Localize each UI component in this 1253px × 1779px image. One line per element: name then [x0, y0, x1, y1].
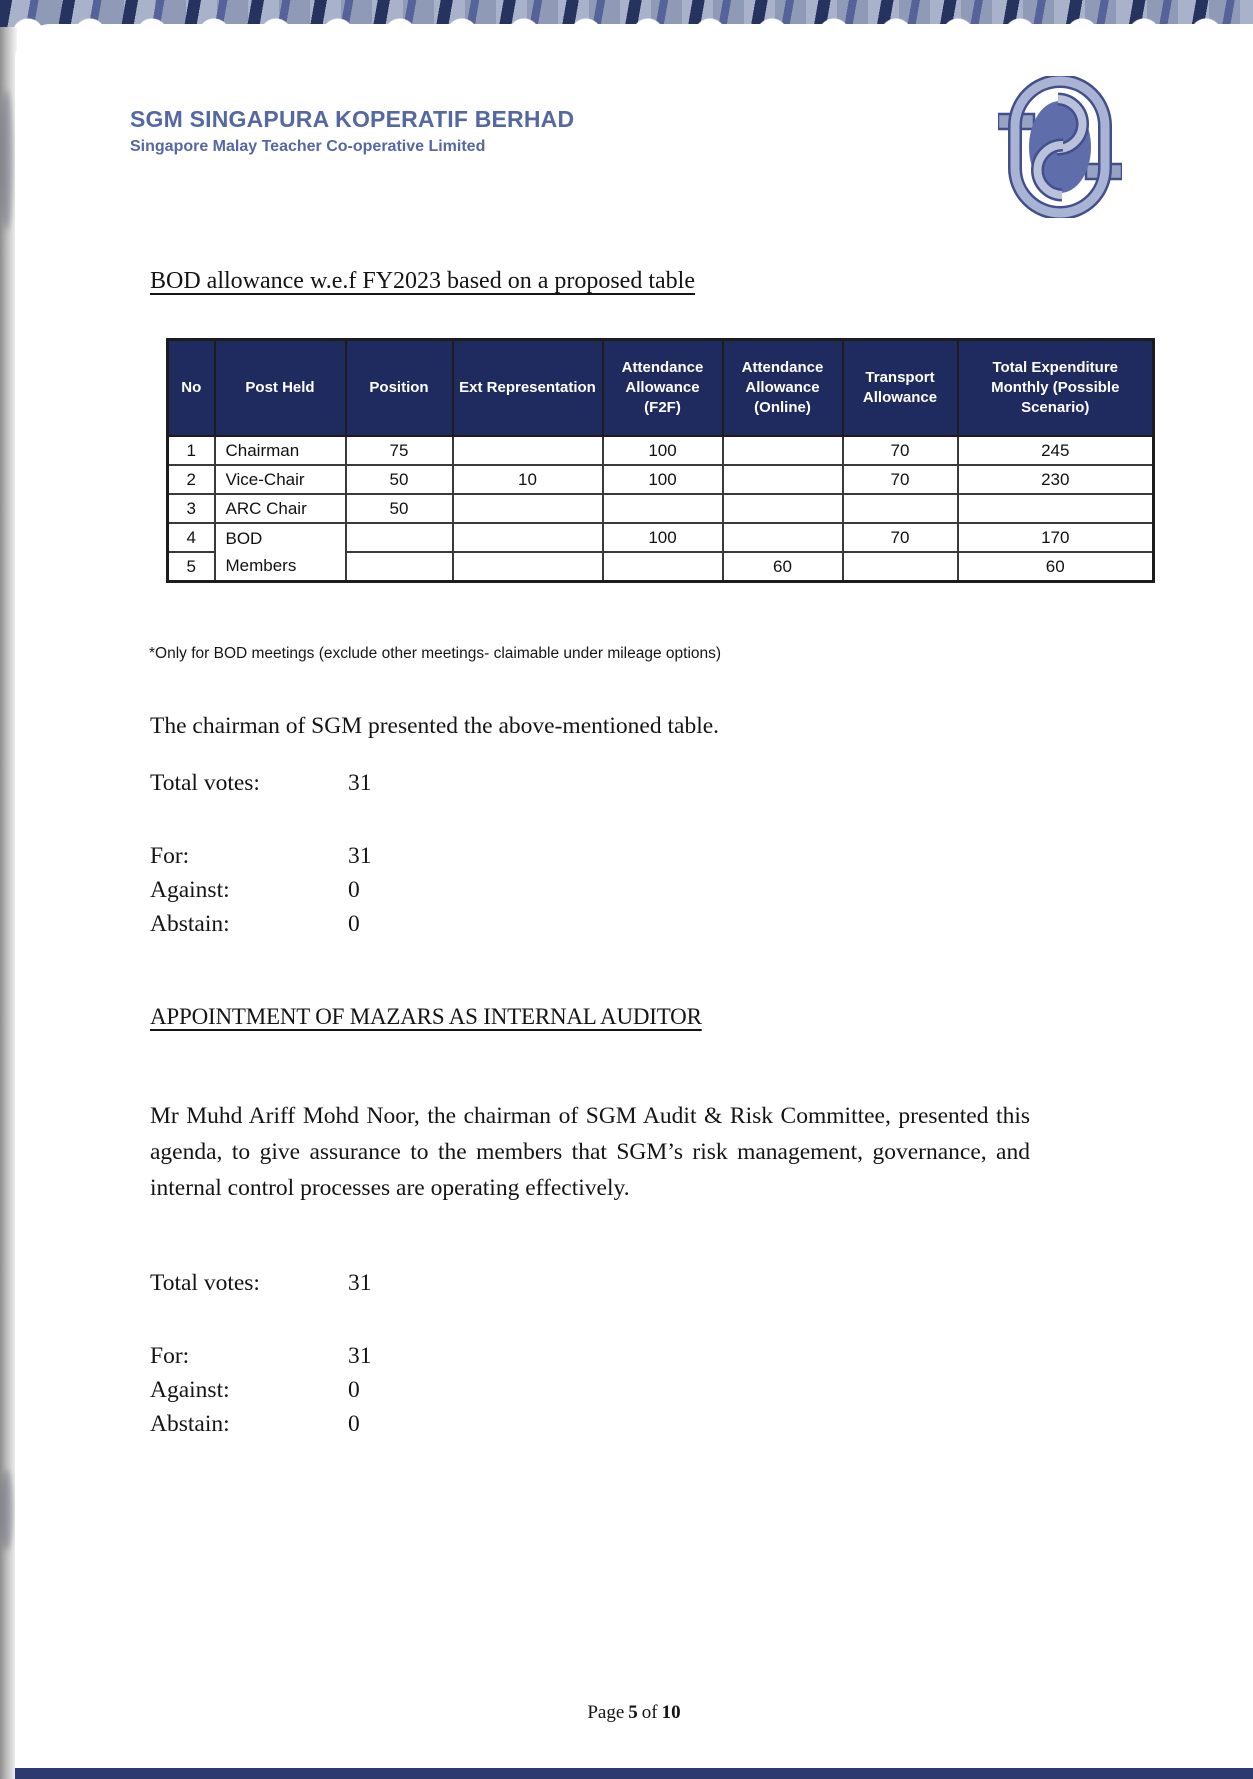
- vote-value: 31: [348, 1343, 372, 1369]
- vote-label: Abstain:: [150, 911, 230, 937]
- cell-total: 60: [958, 552, 1154, 582]
- merged-line-bod: BOD: [225, 529, 263, 548]
- table-row: [168, 494, 1154, 523]
- cell-ext: 10: [453, 465, 603, 494]
- col-header-total-expenditure: Total Expenditure Monthly (Possible Scenario): [958, 340, 1154, 437]
- vote-value: 0: [348, 911, 360, 937]
- company-subtitle: Singapore Malay Teacher Co-operative Limited: [130, 138, 486, 155]
- scan-edge-bottom-bar: [15, 1768, 1253, 1779]
- vote-value: 0: [348, 1377, 360, 1403]
- table-footnote: *Only for BOD meetings (exclude other meetings- claimable under mileage options): [149, 645, 722, 662]
- cell-no: 4: [168, 523, 215, 552]
- cell-f2f: [603, 552, 723, 582]
- section-title-mazars-appointment: APPOINTMENT OF MAZARS AS INTERNAL AUDITOR: [150, 1004, 702, 1029]
- page-number-footer: [15, 1702, 1253, 1724]
- vote-value: 0: [348, 877, 360, 903]
- cell-position: 75: [346, 436, 453, 465]
- cell-online: [723, 465, 843, 494]
- vote-abstain-row: [150, 911, 360, 938]
- vote-value: 0: [348, 1411, 360, 1437]
- footer-word-of: of: [641, 1702, 658, 1723]
- section-title-bod-allowance: BOD allowance w.e.f FY2023 based on a proposed table: [150, 268, 695, 294]
- cell-online: [723, 494, 843, 523]
- cell-transport: [843, 494, 958, 523]
- vote-value: 31: [348, 1270, 372, 1296]
- vote-for-row: [150, 843, 372, 870]
- cell-no: 2: [168, 465, 215, 494]
- vote-against-row: [150, 1377, 360, 1404]
- paragraph-chairman-presented: The chairman of SGM presented the above-mentioned table.: [150, 713, 720, 739]
- table-header-row: [168, 340, 1154, 437]
- vote-label: Total votes:: [150, 770, 260, 796]
- footer-total-pages: 10: [661, 1702, 681, 1723]
- cell-f2f: 100: [603, 436, 723, 465]
- paragraph-mazars: Mr Muhd Ariff Mohd Noor, the chairman of SGM Audit & Risk Committee, presented this agenda, to give assurance to the members that SGM’s risk management, governance, and internal control processes are operating effectively.: [150, 1103, 1030, 1201]
- cell-position: 50: [346, 465, 453, 494]
- cell-ext: [453, 552, 603, 582]
- cell-post-held: ARC Chair: [215, 494, 346, 523]
- cell-no: 1: [168, 436, 215, 465]
- cell-total: 170: [958, 523, 1154, 552]
- footer-word-page: Page: [587, 1702, 625, 1723]
- cell-no: 5: [168, 552, 215, 582]
- col-header-position: Position: [346, 340, 453, 437]
- table-row: [168, 436, 1154, 465]
- cell-no: 3: [168, 494, 215, 523]
- col-header-post-held: Post Held: [215, 340, 346, 437]
- cell-f2f: 100: [603, 465, 723, 494]
- cell-post-held-merged: [215, 523, 346, 582]
- col-header-transport: Transport Allowance: [843, 340, 958, 437]
- cell-position: [346, 523, 453, 552]
- cell-online: [723, 436, 843, 465]
- cell-post-held: Chairman: [215, 436, 346, 465]
- cell-post-held: Vice-Chair: [215, 465, 346, 494]
- vote-label: For:: [150, 843, 190, 869]
- footer-page-number: 5: [628, 1702, 638, 1723]
- col-header-ext-representation: Ext Representation: [453, 340, 603, 437]
- col-header-attendance-f2f: Attendance Allowance (F2F): [603, 340, 723, 437]
- cell-transport: 70: [843, 523, 958, 552]
- cell-f2f: 100: [603, 523, 723, 552]
- vote-value: 31: [348, 770, 372, 796]
- cell-total: [958, 494, 1154, 523]
- cell-online: [723, 523, 843, 552]
- cell-position: 50: [346, 494, 453, 523]
- cell-position: [346, 552, 453, 582]
- vote-total-row: [150, 1270, 372, 1297]
- cell-f2f: [603, 494, 723, 523]
- vote-label: Against:: [150, 877, 230, 903]
- vote-against-row: [150, 877, 360, 904]
- col-header-attendance-online: Attendance Allowance (Online): [723, 340, 843, 437]
- vote-label: For:: [150, 1343, 190, 1369]
- merged-line-members: Members: [225, 556, 297, 575]
- company-name: SGM SINGAPURA KOPERATIF BERHAD: [130, 106, 575, 132]
- vote-label: Total votes:: [150, 1270, 260, 1296]
- vote-total-row: [150, 770, 372, 797]
- cell-transport: 70: [843, 436, 958, 465]
- col-header-no: No: [168, 340, 215, 437]
- cell-total: 230: [958, 465, 1154, 494]
- vote-abstain-row: [150, 1411, 360, 1438]
- cell-ext: [453, 523, 603, 552]
- cell-ext: [453, 436, 603, 465]
- cell-total: 245: [958, 436, 1154, 465]
- vote-label: Abstain:: [150, 1411, 230, 1437]
- vote-value: 31: [348, 843, 372, 869]
- table-row: [168, 523, 1154, 552]
- cell-transport: [843, 552, 958, 582]
- table-row: [168, 465, 1154, 494]
- vote-for-row: [150, 1343, 372, 1370]
- cell-ext: [453, 494, 603, 523]
- cell-transport: 70: [843, 465, 958, 494]
- company-logo-icon: [998, 76, 1122, 218]
- cell-online: 60: [723, 552, 843, 582]
- vote-label: Against:: [150, 1377, 230, 1403]
- bod-allowance-table: [166, 338, 1155, 583]
